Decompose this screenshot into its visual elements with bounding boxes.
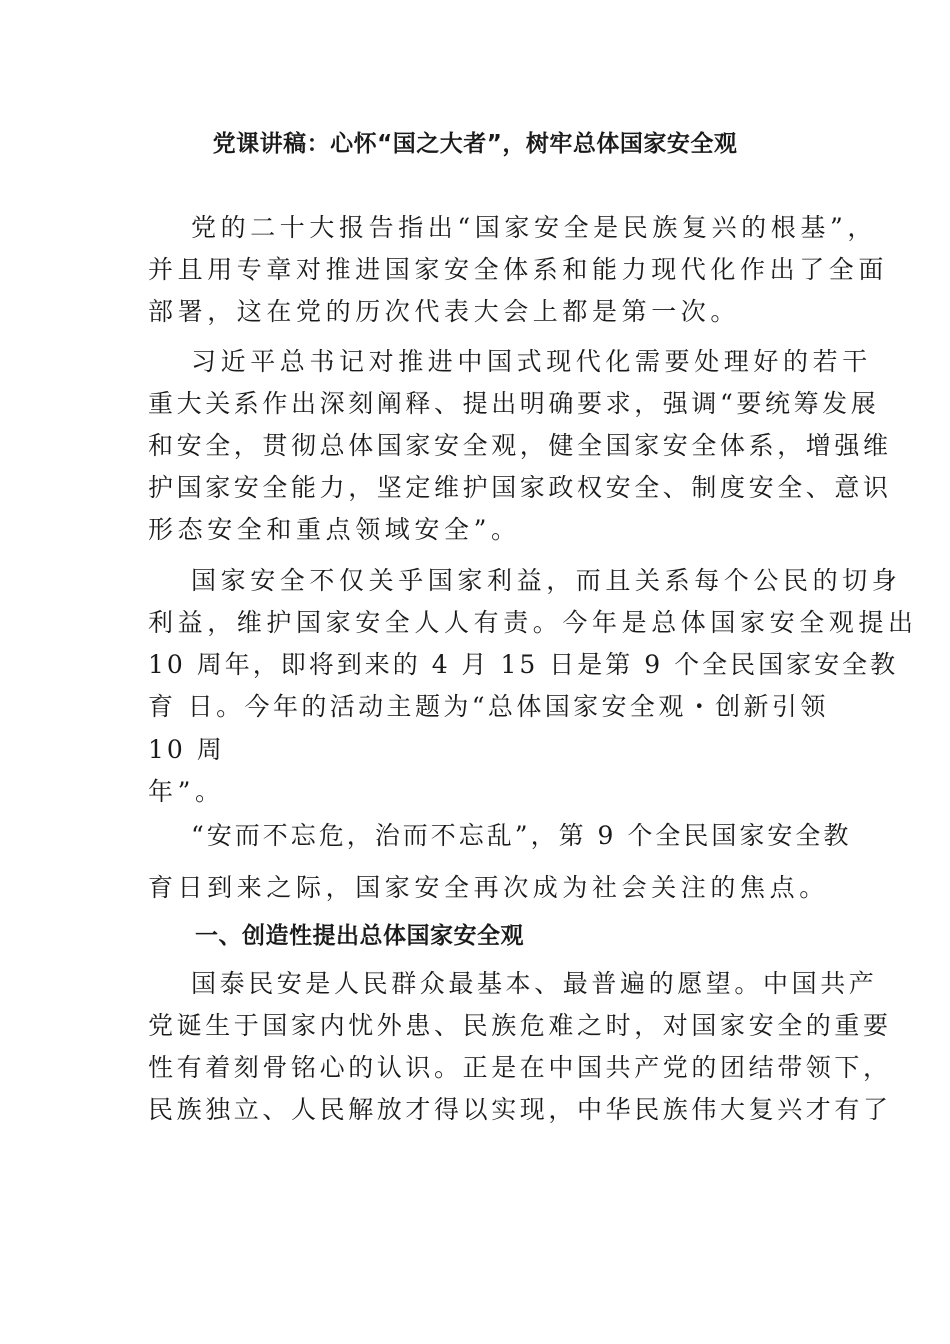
text-line: 国泰民安是人民群众最基本、最普遍的愿望。中国共产 [191, 969, 878, 998]
text-line: 习近平总书记对推进中国式现代化需要处理好的若干 [191, 347, 872, 376]
text-line: 年”。 [148, 777, 225, 806]
text-line: 重大关系作出深刻阐释、提出明确要求，强调“要统筹发展 [148, 389, 880, 418]
text-line: 党诞生于国家内忧外患、民族危难之时，对国家安全的重要 [148, 1011, 892, 1040]
text-line: 10 周 [148, 735, 225, 764]
document-title: 党课讲稿：心怀“国之大者”，树牢总体国家安全观 [212, 131, 738, 157]
section-heading: 一、创造性提出总体国家安全观 [195, 923, 524, 949]
text-line: 育日到来之际，国家安全再次成为社会关注的焦点。 [148, 873, 829, 902]
text-line: 和安全，贯彻总体国家安全观，健全国家安全体系，增强维 [148, 431, 892, 460]
text-line: 民族独立、人民解放才得以实现，中华民族伟大复兴才有了 [148, 1095, 892, 1124]
text-line: 国家安全不仅关乎国家利益，而且关系每个公民的切身 [191, 566, 902, 595]
text-line: 形态安全和重点领域安全”。 [148, 515, 521, 544]
text-line: 护国家安全能力，坚定维护国家政权安全、制度安全、意识 [148, 473, 892, 502]
text-line: 10 周年，即将到来的 4 月 15 日是第 9 个全民国家安全教 [148, 650, 899, 679]
text-line: 部署，这在党的历次代表大会上都是第一次。 [148, 297, 741, 326]
text-line: 性有着刻骨铭心的认识。正是在中国共产党的团结带领下， [148, 1053, 892, 1082]
text-line: 党的二十大报告指出“国家安全是民族复兴的根基”， [191, 213, 877, 242]
text-line: 并且用专章对推进国家安全体系和能力现代化作出了全面 [148, 255, 889, 284]
text-line: “安而不忘危，治而不忘乱”，第 9 个全民国家安全教 [191, 821, 852, 850]
text-line: 利益，维护国家安全人人有责。今年是总体国家安全观提出 [148, 608, 918, 637]
text-line: 育 日。今年的活动主题为“总体国家安全观・创新引领 [148, 692, 829, 721]
